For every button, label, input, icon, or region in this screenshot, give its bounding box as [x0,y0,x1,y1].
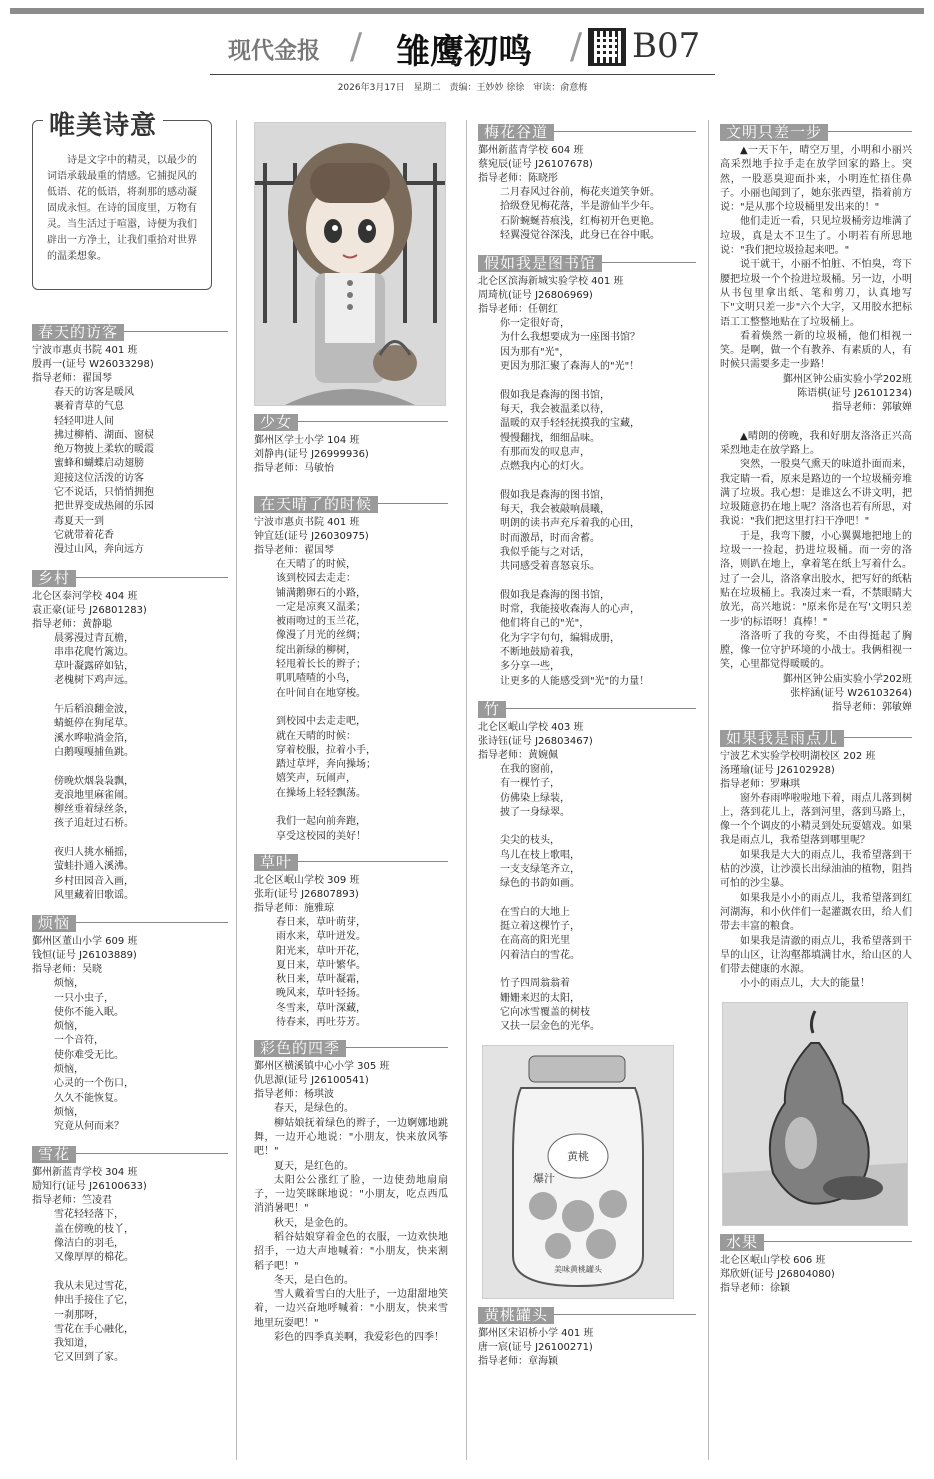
intro-title: 唯美诗意 [43,105,163,142]
school: 北仑区岷山学校 309 班 [254,874,360,886]
prose-paragraph: ▲一天下午，晴空万里，小明和小丽兴高采烈地手拉手走在放学回家的路上。突然，一股恶臭迎面扑来，小明连忙捂住鼻子。小丽也闻到了，她东张西望，指着前方说："是从那个垃圾桶里发出来的！" [720,145,912,214]
article-title-bar [254,494,448,516]
teacher: 指导老师：施雅琼 [254,902,334,914]
poem-body: 晨雾漫过青瓦檐， 串串花爬竹篱边。 草叶凝露碎如钻， 老槐树下鸡声远。 午后稻浪翻金波， 蜻蜓停在狗尾草。 溪水哗啦淌金箔， 白鹅嘎嘎捕鱼跳。 傍晚炊烟袅袅飘， 麦浪地里麻雀闹。 柳丝垂着绿丝条， 孩子追赶过石桥。 夜归人挑水桶摇， 萤蛙扑通入溪沸。 乡村田园音入画， 风里藏着旧歌谣。 [54,632,134,901]
article [478,1305,696,1369]
prose-paragraph: 他们走近一看，只见垃圾桶旁边堆满了垃圾，真是太不卫生了。小明若有所思地说："我们把垃圾捡起来吧。" [720,216,912,257]
article-title-bar [720,728,912,750]
teacher: 指导老师：吴晓 [32,964,102,976]
author: 张诗钰(证号 J26803467) [478,735,593,747]
article-title-bar [32,568,228,590]
prose-paragraph: 雪人戴着雪白的大肚子，一边甜甜地笑着，一边兴奋地呼喊着："小朋友，快来雪地里玩耍吧！" [254,1289,448,1329]
school: 鄞州区横溪镇中心小学 305 班 [254,1061,390,1073]
poem-body: 二月春风过谷前，梅花夹道笑争妍。 拾级登见梅花落，半是游仙半少年。 石阶蜿蜒苔痕浅，红梅初开色更艳。 轻翼漫觉谷深浅，此身已在谷中眠。 [500,187,660,241]
pear-illustration [723,1003,907,1225]
author: 钱恒(证号 J26103889) [32,950,137,962]
school: 鄞州区董山小学 609 班 [32,936,138,948]
jar-label-text: 黄桃 [567,1149,589,1163]
teacher: 指导老师：章海颖 [478,1355,558,1367]
poem-body: 春日来，草叶萌芽， 雨水来，草叶迸发。 阳光来，草叶开花， 夏日来，草叶繁华。 秋日来，草叶凝霜， 晚风来，草叶轻扬。 冬雪来，草叶深藏， 待春来，再吐芬芳。 [276,916,366,1029]
prose-paragraph: 洛洛听了我的夸奖，不由得挺起了胸膛，像一位守护环境的小战士。我俩相视一笑，心里都觉得暖暖的。 [720,630,912,671]
signature: 陈语棋(证号 J26101234) [797,388,912,400]
masthead [200,26,715,70]
author: 汤瑾瑜(证号 J26102928) [720,764,835,776]
prose-paragraph: 于是，我弯下腰，小心翼翼地把地上的垃圾一一捡起，扔进垃圾桶。而一旁的洛洛，则趴在地上，拿着笔在纸上写着什么。过了一会儿，洛洛拿出胶水，把写好的纸粘贴在垃圾桶上。我凑过来一看，不禁眼睛大放光，高兴地说："原来你是在写'文明只差一步'的标语呀！真棒！" [720,530,912,628]
school: 鄞州区学士小学 104 班 [254,435,360,446]
jar-side-text: 爆汁 [533,1171,555,1185]
intro-box [32,111,212,290]
article-title: 水果 [720,1234,764,1251]
teacher: 指导老师：任朝红 [478,304,558,316]
article [254,1038,448,1345]
article-title: 少女 [254,414,298,431]
teacher: 指导老师：罗琳琪 [720,778,800,790]
article-title: 文明只差一步 [720,124,828,141]
article-title: 乡村 [32,570,76,587]
article [32,1144,228,1365]
prose-paragraph: 夏天，是红色的。 [274,1160,354,1172]
column-3-caption [478,1305,696,1369]
article-title-bar [254,852,448,874]
author: 袁正豪(证号 J26801283) [32,604,147,616]
signature: 指导老师：郭敏婵 [832,402,912,414]
author: 蔡宛辰(证号 J26107678) [478,159,593,170]
prose-paragraph: 看着焕然一新的垃圾桶，他们相视一笑。是啊，做一个有教养、有素质的人，有时候只需要多走一步路！ [720,330,912,371]
school: 北仑区滨海新城实验学校 401 班 [478,276,624,288]
editor: 责编：王妙妙 徐徐 [449,83,525,93]
column-divider [708,120,709,1460]
column-1 [32,322,228,1366]
prose-paragraph: 窗外春雨哗啦啦地下着，雨点儿落到树上，落到花儿上，落到河里，落到马路上，像一个个调皮的小精灵到处玩耍嬉戏。如果我是雨点儿，我希望落到哪里呢？ [720,792,912,847]
article-title-bar [254,1038,448,1060]
girl-painting [254,122,446,406]
jar-illustration [483,1046,673,1298]
article-title: 梅花谷道 [478,124,554,141]
school: 宁波市惠贞书院 401 班 [32,345,138,356]
page-number: B07 [632,26,701,66]
teacher: 指导老师：翟国琴 [32,373,112,384]
school: 北仑区泰河学校 404 班 [32,590,138,602]
teacher: 指导老师：黄静聪 [32,618,112,630]
signature: 鄞州区钟公庙实验小学202班 [782,673,912,685]
author: 励知行(证号 J26100633) [32,1181,147,1193]
prose-paragraph: 太阳公公涨红了脸，一边使劲地扇扇子，一边笑眯眯地说："小朋友，吃点西瓜消消暑吧！" [254,1174,448,1215]
article [32,322,228,558]
teacher: 指导老师：杨琪波 [254,1089,334,1101]
divider-slash: / [570,26,583,67]
newspaper-name: 现代金报 [228,37,320,64]
prose-paragraph: 如果我是大大的雨点儿，我希望落到干枯的沙漠，让沙漠长出绿油油的植物，阻挡可怕的沙尘暴。 [720,849,912,890]
author: 郑欣妍(证号 J26804080) [720,1268,835,1280]
poem-body: 烦恼， 一只小虫子， 使你不能入眠。 烦恼， 一个音符， 使你难受无比。 烦恼， 心灵的一个伤口， 久久不能恢复。 烦恼， 究竟从何而来？ [54,978,134,1133]
article [720,122,912,716]
school: 宁波艺术实验学校明湖校区 202 班 [720,750,876,762]
article [478,253,696,689]
article-title: 竹 [478,701,506,718]
column-2-articles [254,412,448,1345]
article-title: 如果我是雨点儿 [720,730,844,747]
masthead-rule [210,74,715,75]
fruit-painting [722,1002,908,1226]
prose-paragraph: 稻谷姑娘穿着金色的衣服，一边欢快地招手，一边大声地喊着："小朋友，快来割稻子吧！" [254,1231,448,1272]
girl-illustration [255,123,445,405]
poem-body: 雪花轻轻落下， 盖在傍晚的枝丫， 像洁白的羽毛， 又像厚厚的棉花。 我从未见过雪花， 伸出手接住了它， 一刹那呀， 雪花在手心融化， 我知道， 它又回到了家。 [54,1209,134,1364]
author: 殷再一(证号 W26033298) [32,359,154,370]
article-title-bar [478,122,696,144]
teacher: 指导老师：竺凌君 [32,1195,112,1207]
article [254,412,448,476]
section-title: 雏鹰初鸣 [396,32,532,72]
poem-body: 在天晴了的时候， 该到校园去走走： 铺满鹅卵石的小路， 一定是凉爽又温柔； 被雨吻过的玉兰花， 像漫了月光的丝绸； 绽出新绿的柳树， 轻甩着长长的辫子； 叽叽喳喳的小鸟， 在叶间自在地穿梭。 到校园中去走走吧， 就在天晴的时候： 穿着校服，拉着小手， 踏过草坪，奔向操场； 嬉笑声，玩闹声， 在操场上轻轻飘荡。 我们一起向前奔跑， 享受这校园的美好！ [276,559,376,842]
author: 仇思源(证号 J26100541) [254,1075,369,1087]
prose-paragraph: 突然，一股臭气熏天的味道扑面而来，我定睛一看，原来是路边的一个垃圾桶旁堆满了垃圾。我心想：是谁这么不讲文明，把垃圾随意扔在地上呢？洛洛也若有所思，对我说："我们把这里打扫干净吧！" [720,459,912,528]
reviewer: 审读：俞意梅 [533,83,588,93]
column-4-articles [720,122,912,992]
dateline [200,80,725,93]
article [254,494,448,844]
column-4-caption [720,1232,912,1296]
jar-painting [482,1045,674,1299]
weekday: 星期二 [413,83,441,93]
article-title-bar [478,253,696,275]
prose-paragraph: ▲晴朗的傍晚，我和好朋友洛洛正兴高采烈地走在放学路上。 [720,430,912,456]
teacher: 指导老师：徐颖 [720,1282,790,1294]
poem-body: 你一定很好奇， 为什么我想要成为一座图书馆？ 因为那有"光"， 更因为那汇聚了森海人的"光"！ 假如我是森海的图书馆， 每天，我会被温柔以待， 温暖的双手轻轻抚摸我的宝藏， 慢慢翻找，细细品味。 有那而发的叹息声， 点燃我内心的灯火。 假如我是森海的图书馆， 每天，我会被敲响晨曦， 明朗的读书声充斥着我的心田， 时而激昂，时而舍蓄。 我似乎能与之对话， 共同感受着喜怒哀乐。 假如我是森海的图书馆， 时常，我能接收森海人的心声， 他们将自己的"光"， 化为字字句句，编辑成册， 不断地鼓励着我， 多分享一些， 让更多的人能感受到"光"的力量！ [500,318,650,687]
article [478,122,696,243]
article-title-bar [254,412,448,434]
spacer [720,416,912,430]
intro-text: 诗是文字中的精灵，以最少的词语承载最重的情感。它捕捉风的低语、花的低语，将刹那的感动凝固成永恒。在诗的国度里，万物有灵。当生活过于喧嚣，诗便为我们辟出一方净土，让我们重拾对世界的温柔想象。 [47,155,197,262]
prose-paragraph: 春天，是绿色的。 [274,1103,354,1115]
article-title-bar [32,1144,228,1166]
article [32,568,228,904]
author: 钟宜廷(证号 J26030975) [254,531,369,542]
signature: 指导老师：郭敏婵 [832,702,912,714]
date: 2026年3月17日 [337,83,405,93]
article [478,699,696,1035]
author: 周琦杭(证号 J26806969) [478,290,593,302]
column-3-articles [478,122,696,1035]
article-title-bar [720,122,912,144]
prose-paragraph: 如果我是清澈的雨点儿，我希望落到干旱的山区，让沟壑都填满甘水，给山区的人们带去健康的水源。 [720,935,912,976]
school: 鄞州区宋诏桥小学 401 班 [478,1327,594,1339]
teacher: 指导老师：陈晓彤 [478,173,558,184]
article [32,913,228,1134]
article-title: 草叶 [254,854,298,871]
article-title-bar [478,699,696,721]
teacher: 指导老师：黄婉佩 [478,749,558,761]
article [720,1232,912,1296]
article-title-bar [32,322,228,344]
author: 刘静冉(证号 J26999936) [254,449,369,460]
school: 北仑区岷山学校 403 班 [478,721,584,733]
top-rule [10,8,924,14]
article-title-bar [720,1232,912,1254]
column-3 [478,122,696,1369]
article-title: 雪花 [32,1146,76,1163]
column-divider [466,120,467,1460]
divider-slash: / [350,26,363,67]
poem-body: 在我的窗前， 有一棵竹子， 仿佛染上绿装， 披了一身绿翠。 尖尖的枝头， 鸟儿在枝上歌唱， 一支支绿笔齐立， 绿色的书韵如画。 在雪白的大地上 挺立着这棵竹子， 在高高的阳光里 闪着洁白的雪花。 竹子四周翁翁着 姗姗来迟的太阳， 它向冰雪覆盖的树枝 又扶一层金色的光华。 [500,763,600,1033]
column-2 [254,122,448,1345]
signature: 张梓涵(证号 W26103264) [790,687,912,699]
article-title: 在天晴了的时候 [254,496,378,513]
article [254,852,448,1030]
school: 宁波市惠贞书院 401 班 [254,517,360,528]
prose-paragraph: 冬天，是白色的。 [274,1274,354,1286]
signature: 鄞州区钟公庙实验小学202班 [782,373,912,385]
poem-body: 春天的访客是暖风 裹着青草的气息 轻轻叩进人间 拂过柳梢、湖面、窗棂 绝万物披上柔软的暖霞 蜜蜂和蝴蝶启动翅膀 迎接这位活泼的访客 它不说话，只悄悄拥抱 把世界变成热闹的乐园 毒夏天一到 它就带着花香 漫过山风，奔向远方 [54,387,154,556]
column-4 [720,122,912,1296]
school: 鄞州新蓝青学校 604 班 [478,145,584,156]
prose-paragraph: 说干就干，小丽不怕脏、不怕臭，弯下腰把垃圾一个个捡进垃圾桶。另一边，小明从书包里拿出纸、笔和剪刀，认真地写下"文明只差一步"六个大字，又用胶水把标语工工整整地贴在了垃圾桶上。 [720,259,912,328]
article-title-bar [32,913,228,935]
author: 唐一宸(证号 J26100271) [478,1341,593,1353]
column-divider [236,120,237,1460]
teacher: 指导老师：翟国琴 [254,545,334,556]
article-title: 彩色的四季 [254,1040,346,1057]
article [720,728,912,992]
school: 鄞州新蓝青学校 304 班 [32,1167,138,1179]
prose-paragraph: 如果我是小小的雨点儿，我希望落到红河湖海，和小伙伴们一起灌溉农田，给人们带去丰富的粮食。 [720,892,912,933]
qr-code-icon [588,28,626,66]
jar-bottom-text: 美味黄桃罐头 [554,1264,602,1274]
prose-paragraph: 小小的雨点儿，大大的能量！ [740,978,870,990]
prose-paragraph: 彩色的四季真美啊，我爱彩色的四季！ [274,1332,444,1344]
article-title: 春天的访客 [32,324,124,341]
article-title: 黄桃罐头 [478,1307,554,1324]
article-title: 烦恼 [32,915,76,932]
author: 张珩(证号 J26807893) [254,888,359,900]
prose-paragraph: 秋天，是金色的。 [274,1217,354,1229]
article-title-bar [478,1305,696,1327]
school: 北仑区岷山学校 606 班 [720,1254,826,1266]
teacher: 指导老师：马敏怡 [254,463,334,474]
article-title: 假如我是图书馆 [478,255,602,272]
prose-paragraph: 柳姑娘抚着绿色的辫子，一边婀娜地跳舞，一边开心地说："小朋友，快来放风筝吧！" [254,1117,448,1158]
